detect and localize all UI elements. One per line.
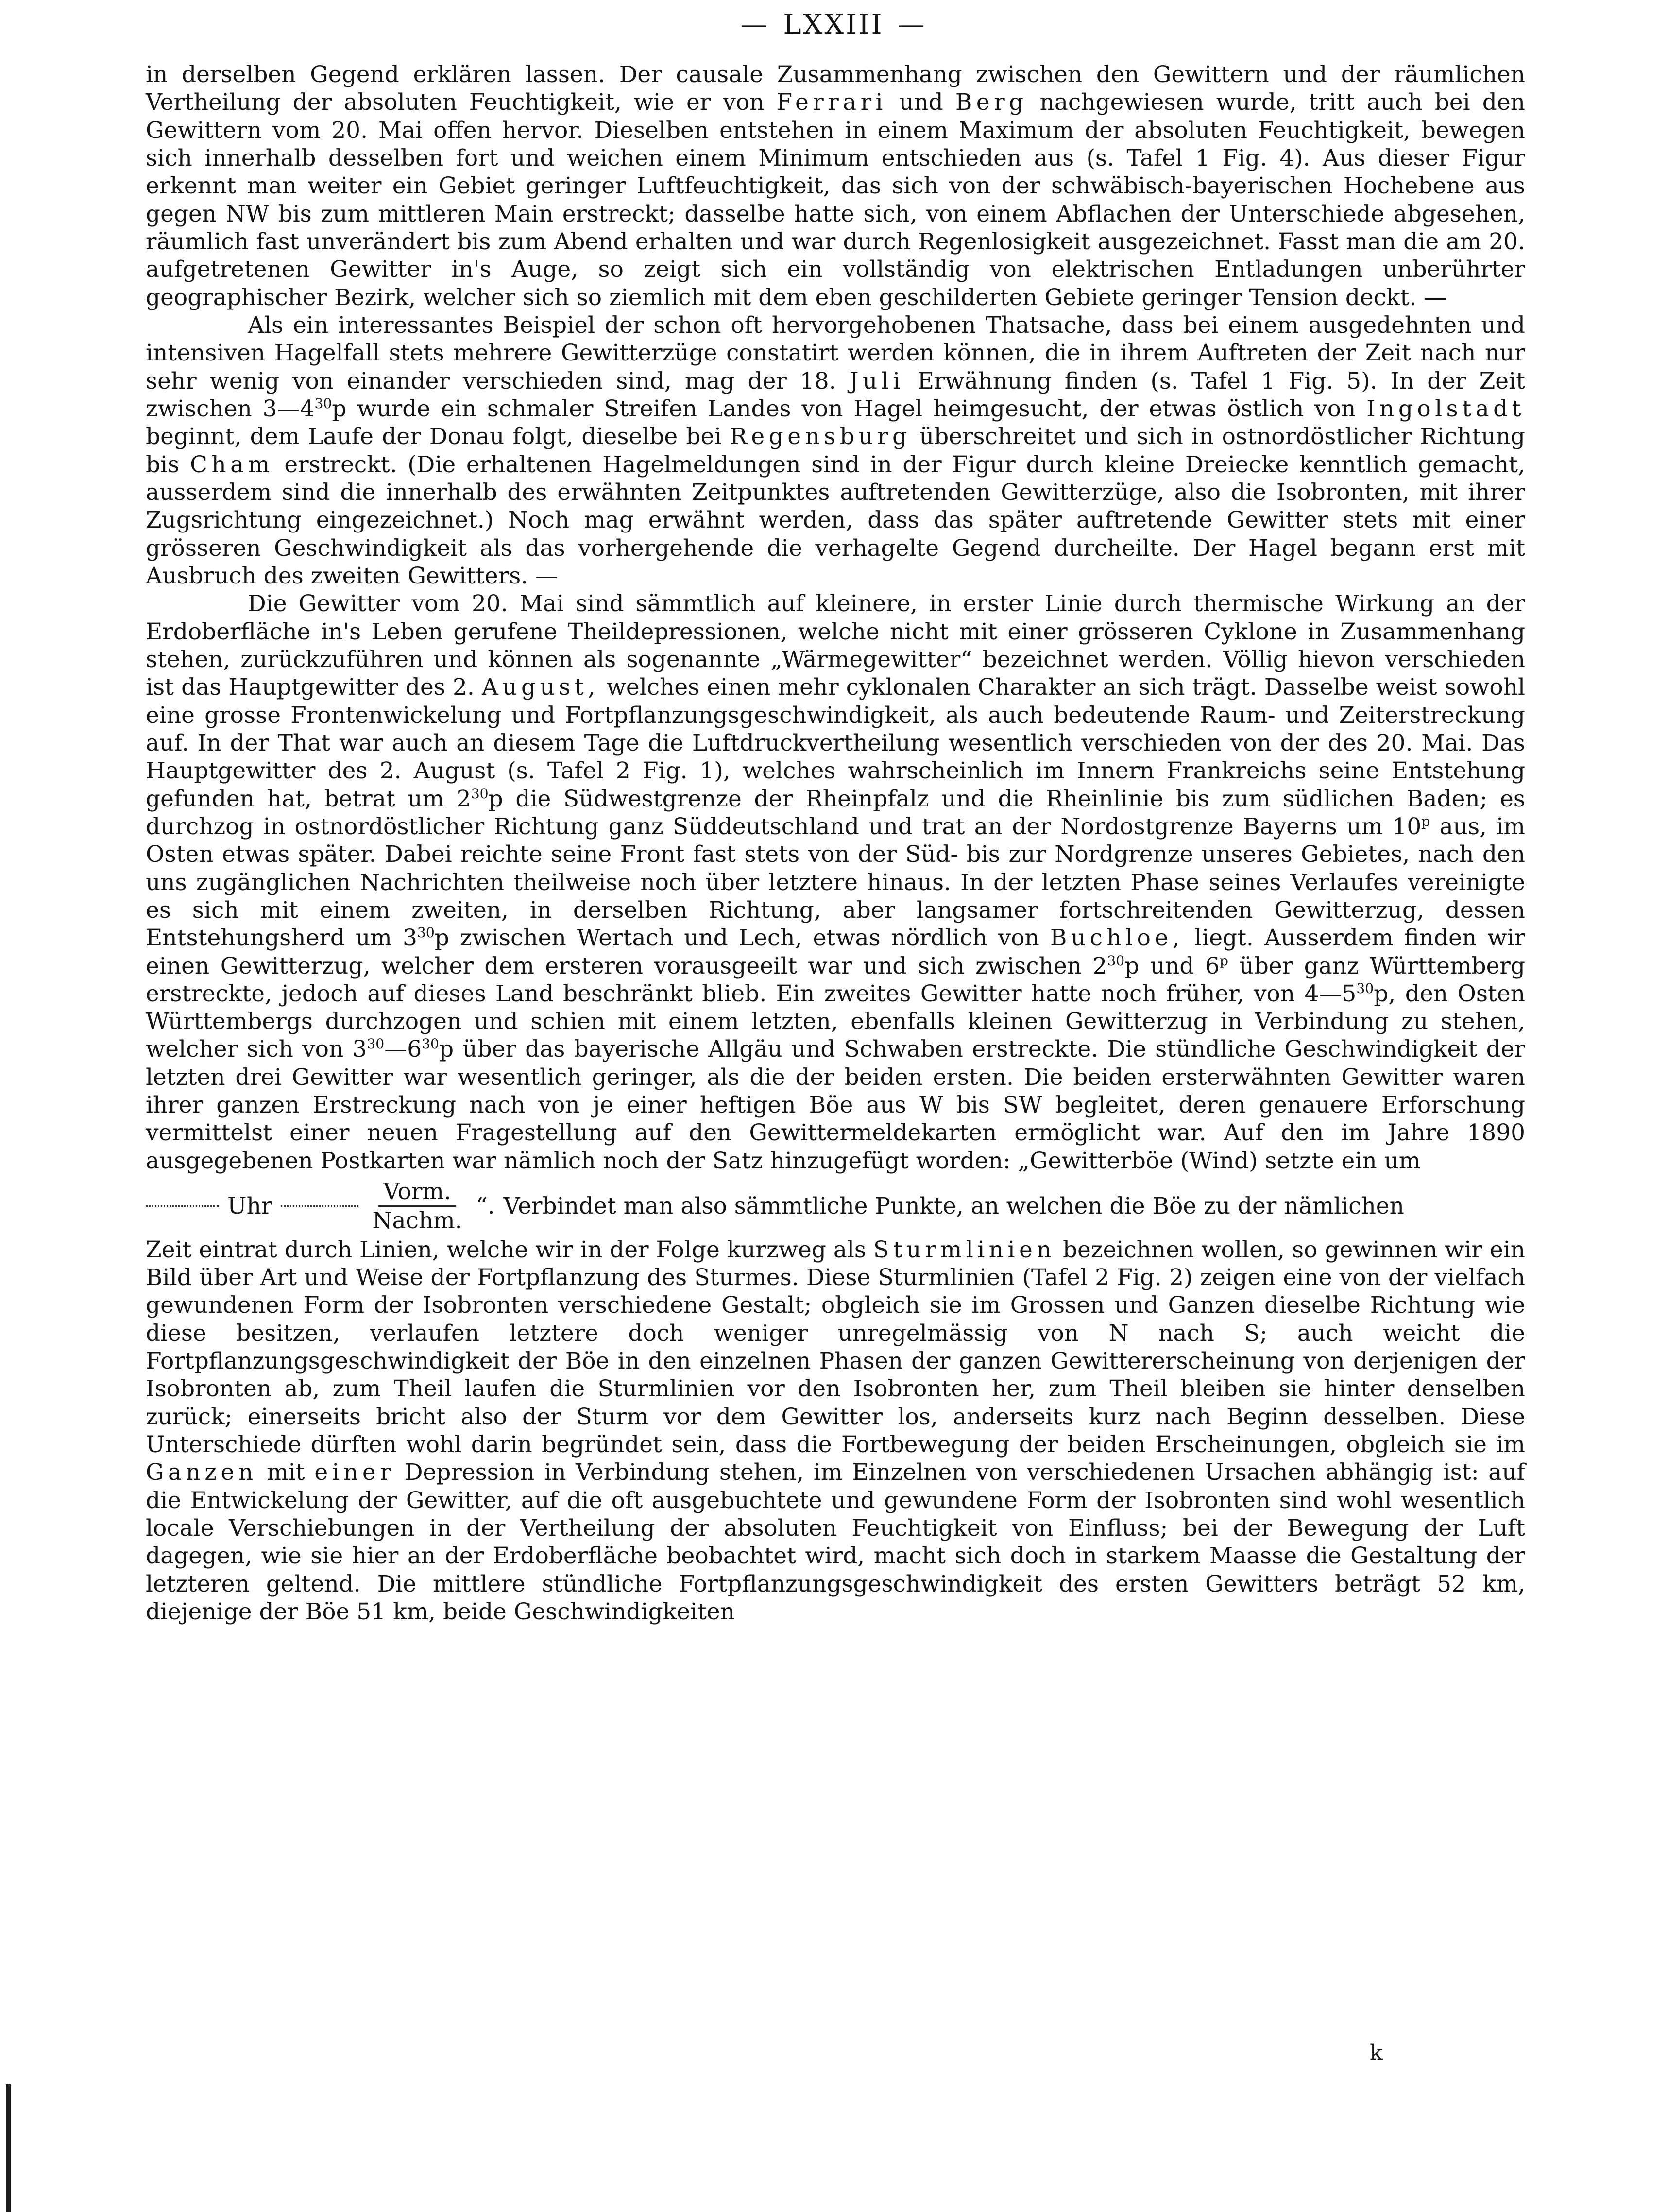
p3-k: p über das bayerische Allgäu und Schwaben erstreckte. Die stündliche Geschwindigkeit der letzten drei Gewitter war wesentlich geringer, als die der beiden ersten. Die beiden ersterwähnten Gewitter waren ihrer ganzen Erstreckung nach von je einer heftigen Böe aus W bis SW begleitet, deren genauere Erforschung vermittelst einer neuen Fragestellung auf den Gewittermeldekarten ermöglicht war. Auf den im Jahre 1890 ausgegebenen Postkarten war nämlich noch der Satz hinzugefügt worden: „Gewitterböe (Wind) setzte ein um [146,1036,1525,1174]
p2-c: p wurde ein schmaler Streifen Landes von Hagel heimgesucht, der etwas östlich von [332,395,1356,422]
p3-sup-2: p [1421,813,1430,829]
p2-sup-30: 30 [314,395,332,412]
header-dash-left: — [740,9,770,40]
p3-p: Depression in Verbindung stehen, im Einzelnen von verschiedenen Ursachen abhängig ist: auf die Entwickelung der Gewitter, auf die oft ausgebuchtete und gewundene Form der Isobronten sind wohl wesentlich locale Verschiebungen in der Vertheilung der absoluten Feuchtigkeit von Einfluss; bei der Bewegung der Luft dagegen, wie sie hier an der Erdoberfläche beobachtet wird, macht sich doch in starkem Maasse die Gestaltung der letzteren geltend. Die mittlere stündliche Fortpflanzungsgeschwindigkeit des ersten Gewitters beträgt 52 km, diejenige der Böe 51 km, beide Geschwindigkeiten [146,1459,1525,1626]
p3-sup-8: 30 [422,1036,439,1052]
p3-l: Verbindet man also sämmtliche Punkte, an welchen die Böe zu der nämlichen [503,1193,1404,1220]
paragraph-3 [146,590,1525,1175]
p3-b: welches einen mehr cyklonalen Charakter an sich trägt. Dasselbe weist sowohl eine grosse Frontenwickelung und Fortpflanzungsgeschwindigkeit, als auch bedeutende Raum- und Zeiterstreckung auf. In der That war auch an diesem Tage die Luftdruckvertheilung wesentlich verschieden von der des 20. Mai. Das Hauptgewitter des 2. August (s. Tafel 2 Fig. 1), welches wahrscheinlich im Innern Frankreichs seine Entstehung gefunden hat, betrat um 2 [146,674,1525,812]
p2-b: Erwähnung finden (s. Tafel 1 Fig. 5). In der Zeit zwischen 3—4 [146,367,1525,422]
form-uhr-label: Uhr [227,1193,272,1220]
word-ganzen: Ganzen [146,1459,257,1486]
form-blank-minute [281,1205,358,1207]
header-dash-right: — [897,9,927,40]
word-august: August, [481,674,599,701]
p2-d: beginnt, dem Laufe der Donau folgt, dieselbe bei [146,423,722,450]
postcard-form-line [146,1180,1525,1233]
form-fraction [367,1180,467,1233]
paragraph-1 [146,61,1525,311]
p3-d: aus, im Osten etwas später. Dabei reichte seine Front fast stets von der Süd- bis zur Nordgrenze unseres Gebietes, nach den uns zugänglichen Nachrichten theilweise noch über letztere hinaus. In der letzten Phase seines Verlaufes vereinigte es sich mit einem zweiten, in derselben Richtung, aber langsamer fortschreitenden Gewitterzug, dessen Entstehungsherd um 3 [146,813,1525,952]
page-header [0,9,1667,40]
name-berg: Berg [955,89,1028,116]
p3-sup-5: p [1219,952,1228,969]
p3-sup-3: 30 [417,925,435,941]
p2-f: erstreckt. (Die erhaltenen Hagelmeldungen sind in der Figur durch kleine Dreiecke kenntlich gemacht, ausserdem sind die innerhalb des erwähnten Zeitpunktes auftretenden Gewitterzüge, also die Isobronten, mit ihrer Zugsrichtung eingezeichnet.) Noch mag erwähnt werden, dass das später auftretende Gewitter stets mit einer grösseren Geschwindigkeit als das vorhergehende die verhagelte Gegend durcheilte. Der Hagel begann erst mit Ausbruch des zweiten Gewitters. — [146,451,1525,589]
p2-e: überschreitet und sich in ostnordöstlicher Richtung bis [146,423,1525,478]
p1-mid: und [899,89,943,116]
p3-g: p und 6 [1124,952,1220,979]
p3-e: p zwischen Wertach und Lech, etwas nördlich von [434,925,1039,952]
p3-a: Die Gewitter vom 20. Mai sind sämmtlich auf kleinere, in erster Linie durch thermische Wirkung an der Erdoberfläche in's Leben gerufene Theildepressionen, welche nicht mit einer grösseren Cyklone in Zusammenhang stehen, zurückzuführen und können als sogenannte „Wärmegewitter“ bezeichnet werden. Völlig hievon verschieden ist das Hauptgewitter des 2. [146,590,1525,701]
p3-f: liegt. Ausserdem finden wir einen Gewitterzug, welcher dem ersteren vorausgeeilt war und sich zwischen 2 [146,925,1525,979]
place-ingolstadt: Ingolstadt [1366,395,1525,422]
p3-sup-1: 30 [471,785,489,802]
text-column [146,61,1525,1626]
place-regensburg: Regensburg [730,423,911,450]
word-juli: Juli [849,367,904,394]
p3-sup-7: 30 [367,1036,385,1052]
paragraph-3-continued [146,1236,1525,1626]
p3-sup-4: 30 [1107,952,1125,969]
place-buchloe: Buchloe, [1050,925,1184,952]
p3-n: bezeichnen wollen, so gewinnen wir ein Bild über Art und Weise der Fortpflanzung des Sturmes. Diese Sturmlinien (Tafel 2 Fig. 2) zeigen eine von der vielfach gewundenen Form der Isobronten verschiedene Gestalt; obgleich sie im Grossen und Ganzen dieselbe Richtung wie diese besitzen, verlaufen letztere doch weniger unregelmässig von N nach S; auch weicht die Fortpflanzungsgeschwindigkeit der Böe in den einzelnen Phasen der ganzen Gewittererscheinung von derjenigen der Isobronten ab, zum Theil laufen die Sturmlinien vor den Isobronten her, zum Theil bleiben sie hinter denselben zurück; einerseits bricht also der Sturm vor dem Gewitter los, anderseits kurz nach Beginn desselben. Diese Unterschiede dürften wohl darin begründet sein, dass die Fortbewegung der beiden Erscheinungen, obgleich sie im [146,1236,1525,1458]
name-ferrari: Ferrari [776,89,887,116]
p3-h: über ganz Württemberg erstreckte, jedoch auf dieses Land beschränkt blieb. Ein zweites Gewitter hatte noch früher, von 4—5 [146,952,1525,1007]
form-blank-hour [146,1205,219,1207]
place-cham: Cham [189,451,274,478]
form-close-quote: “. [476,1193,495,1220]
word-sturmlinien: Sturmlinien [873,1236,1055,1263]
form-nachm: Nachm. [372,1207,462,1235]
p1-text: in derselben Gegend erklären lassen. Der causale Zusammenhang zwischen den Gewittern und der räumlichen Vertheilung der absoluten Feuchtigkeit, wie er von [146,61,1525,116]
p3-i: p, den Osten Württembergs durchzogen und schien mit einem letzten, ebenfalls kleinen Gewitterzug in Verbindung zu stehen, welcher sich von 3 [146,980,1525,1063]
signature-mark: k [1370,2041,1383,2065]
p2-a: Als ein interessantes Beispiel der schon oft hervorgehobenen Thatsache, dass bei einem ausgedehnten und intensiven Hagelfall stets mehrere Gewitterzüge constatirt werden können, die in ihrem Auftreten der Zeit nach nur sehr wenig von einander verschieden sind, mag der 18. [146,311,1525,394]
form-vorm: Vorm. [378,1180,456,1207]
page-number: LXXIII [783,9,884,40]
p3-m: Zeit eintrat durch Linien, welche wir in der Folge kurzweg als [146,1236,867,1263]
p3-sup-6: 30 [1356,980,1374,996]
paragraph-2 [146,311,1525,590]
p3-c: p die Südwestgrenze der Rheinpfalz und die Rheinlinie bis zum südlichen Baden; es durchzog in ostnordöstlicher Richtung ganz Süddeutschland und trat an der Nordostgrenze Bayerns um 10 [146,785,1525,840]
p3-j: —6 [384,1036,422,1063]
binding-edge-mark [6,2084,11,2212]
p3-o: mit [267,1459,305,1486]
word-einer: einer [314,1459,395,1486]
p1-rest: nachgewiesen wurde, tritt auch bei den Gewittern vom 20. Mai offen hervor. Dieselben entstehen in einem Maximum der absoluten Feuchtigkeit, bewegen sich innerhalb desselben fort und weichen einem Minimum entschieden aus (s. Tafel 1 Fig. 4). Aus dieser Figur erkennt man weiter ein Gebiet geringer Luftfeuchtigkeit, das sich von der schwäbisch-bayerischen Hochebene aus gegen NW bis zum mittleren Main erstreckt; dasselbe hatte sich, von einem Abflachen der Unterschiede abgesehen, räumlich fast unverändert bis zum Abend erhalten und war durch Regenlosigkeit ausgezeichnet. Fasst man die am 20. aufgetretenen Gewitter in's Auge, so zeigt sich ein vollständig von elektrischen Entladungen unberührter geographischer Bezirk, welcher sich so ziemlich mit dem eben geschilderten Gebiete geringer Tension deckt. — [146,89,1525,311]
